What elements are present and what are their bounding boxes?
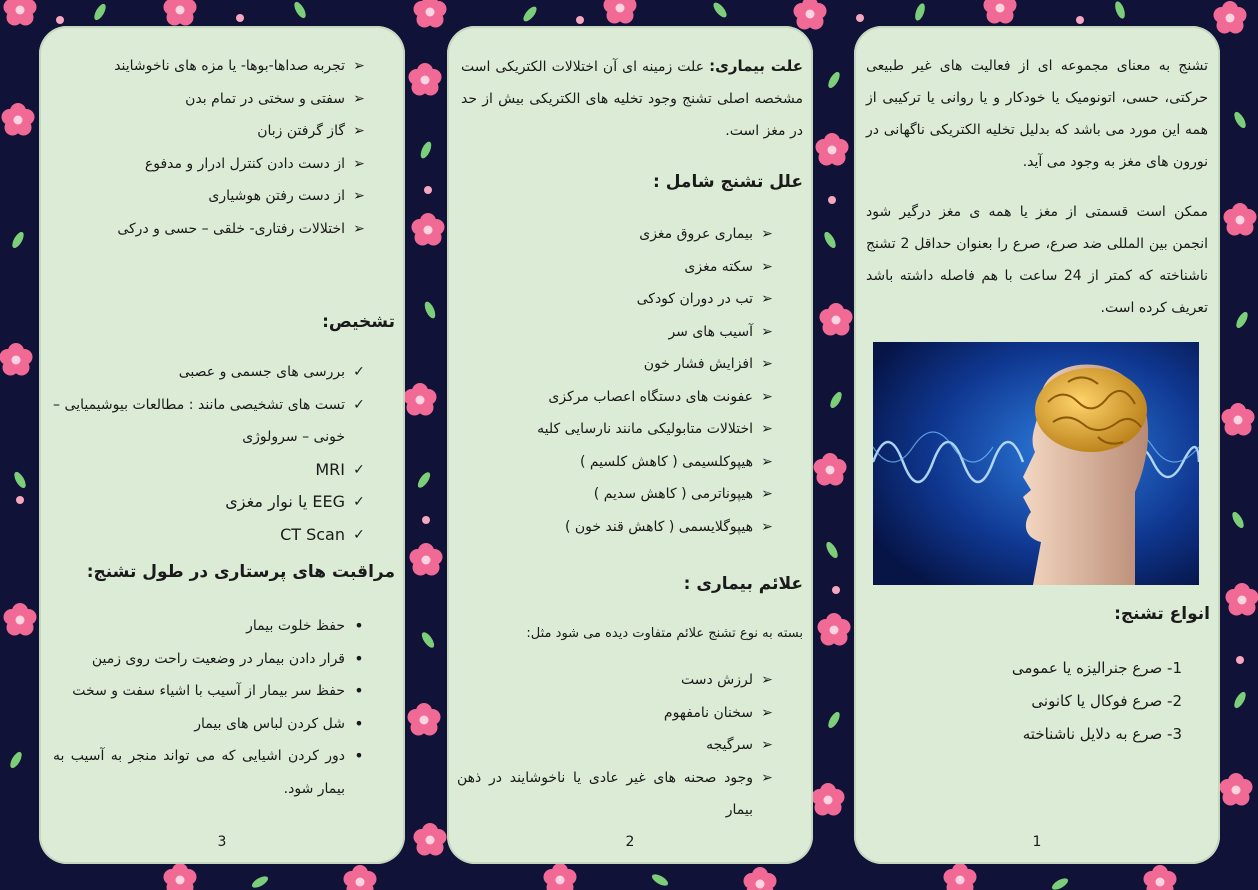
bullet-icon: •	[354, 681, 364, 700]
symptoms-list	[457, 664, 777, 827]
arrow-check-icon: ➢	[761, 486, 773, 502]
list-item: ➢ هیپوکلسیمی ( کاهش کلسیم )	[457, 446, 777, 479]
list-item: 3- صرع به دلایل ناشناخته	[1022, 725, 1182, 743]
list-item: ➢ عفونت های دستگاه اعصاب مرکزی	[457, 381, 777, 414]
page-one	[854, 26, 1220, 864]
arrow-check-icon: ➢	[761, 421, 773, 437]
list-item: ➢ از دست رفتن هوشیاری	[49, 180, 369, 213]
list-item: ➢ هیپوناترمی ( کاهش سدیم )	[457, 478, 777, 511]
list-item: ➢ وجود صحنه های غیر عادی یا ناخوشایند در ذهن بیمار	[457, 762, 777, 827]
arrow-check-icon: ➢	[761, 672, 773, 688]
arrow-check-icon: ➢	[353, 220, 365, 237]
care-heading: مراقبت های پرستاری در طول تشنج:	[86, 562, 395, 582]
intro-paragraph: تشنج به معنای مجموعه ای از فعالیت های غیر طبیعی حرکتی، حسی، اتونومیک یا خودکار و یا روانی یا ترکیبی از همه این مورد می باشد که بدلیل تخلیه الکتریکی ناگهانی در نورون های مغز به وجود می آید.	[866, 58, 1208, 170]
arrow-check-icon: ➢	[761, 226, 773, 242]
definition-paragraph: ممکن است قسمتی از مغز یا همه ی مغز درگیر شود انجمن بین المللی ضد صرع، صرع را بعنوان حداقل 2 تشنج ناشناخته که کمتر از 24 ساعت با هم فاصله داشته باشد تعریف کرده است.	[866, 204, 1208, 316]
list-item: ➢ بیماری عروق مغزی	[457, 218, 777, 251]
list-item: ➢ اختلالات رفتاری- خلقی – حسی و درکی	[49, 213, 369, 246]
seizure-types-list	[1012, 652, 1182, 751]
causes-heading: علل تشنج شامل :	[653, 172, 803, 192]
check-icon: ✓	[353, 396, 365, 413]
cause-label: علت بیماری:	[709, 57, 804, 75]
list-item: ➢ آسیب های سر	[457, 316, 777, 349]
arrow-check-icon: ➢	[761, 737, 773, 753]
list-item: ➢ لرزش دست	[457, 664, 777, 697]
list-item: ➢ از دست دادن کنترل ادرار و مدفوع	[49, 148, 369, 181]
arrow-check-icon: ➢	[353, 123, 365, 139]
list-item: • حفظ سر بیمار از آسیب با اشیاء سفت و سخت	[53, 675, 369, 708]
bullet-icon: •	[354, 713, 364, 733]
symptoms-intro: بسته به نوع تشنج علائم متفاوت دیده می شود مثل:	[526, 626, 803, 641]
list-item: • دور کردن اشیایی که می تواند منجر به آسیب به بیمار شود.	[53, 740, 369, 805]
brain-illustration	[873, 342, 1199, 585]
check-icon: ✓	[353, 526, 365, 543]
check-icon: ✓	[353, 494, 365, 510]
types-heading: انواع تشنج:	[1114, 604, 1210, 624]
page-three	[39, 26, 405, 864]
list-item: ➢ گاز گرفتن زبان	[49, 115, 369, 148]
list-item: ✓ MRI	[53, 454, 369, 487]
page-number: 2	[625, 834, 635, 850]
arrow-check-icon: ➢	[761, 518, 773, 535]
brain-icon	[873, 342, 1199, 585]
list-item: ➢ سخنان نامفهوم	[457, 697, 777, 730]
arrow-check-icon: ➢	[761, 388, 773, 405]
list-item: • حفظ خلوت بیمار	[53, 610, 369, 643]
arrow-check-icon: ➢	[353, 58, 365, 74]
bullet-icon: •	[354, 648, 364, 668]
causes-list	[457, 218, 777, 543]
list-item: ➢ تب در دوران کودکی	[457, 283, 777, 316]
arrow-check-icon: ➢	[761, 769, 773, 786]
arrow-check-icon: ➢	[761, 704, 773, 721]
more-symptoms-list	[49, 50, 369, 245]
list-item: ✓ CT Scan	[53, 519, 369, 552]
arrow-check-icon: ➢	[761, 258, 773, 275]
list-item: ✓ بررسی های جسمی و عصبی	[53, 356, 369, 389]
arrow-check-icon: ➢	[353, 155, 365, 172]
arrow-check-icon: ➢	[761, 291, 773, 307]
list-item: ✓ تست های تشخیصی مانند : مطالعات بیوشیمیایی – خونی – سرولوژی	[53, 389, 369, 454]
list-item: ➢ سرگیجه	[457, 729, 777, 762]
list-item: • قرار دادن بیمار در وضعیت راحت روی زمین	[53, 643, 369, 676]
arrow-check-icon: ➢	[761, 323, 773, 340]
list-item: • شل کردن لباس های بیمار	[53, 708, 369, 741]
list-item: ➢ افزایش فشار خون	[457, 348, 777, 381]
list-item: 2- صرع فوکال یا کانونی	[1031, 692, 1182, 710]
list-item: ✓ EEG یا نوار مغزی	[53, 486, 369, 519]
page-two	[447, 26, 813, 864]
list-item: ➢ اختلالات متابولیکی مانند نارسایی کلیه	[457, 413, 777, 446]
arrow-check-icon: ➢	[761, 356, 773, 372]
list-item: ➢ تجربه صداها-بوها- یا مزه های ناخوشایند	[49, 50, 369, 83]
bullet-icon: •	[354, 616, 364, 635]
cause-paragraph	[461, 50, 803, 147]
list-item: ➢ سفتی و سختی در تمام بدن	[49, 83, 369, 116]
diagnosis-heading: تشخیص:	[322, 312, 395, 332]
list-item: ➢ هیپوگلایسمی ( کاهش قند خون )	[457, 511, 777, 544]
bullet-icon: •	[354, 746, 364, 765]
arrow-check-icon: ➢	[353, 188, 365, 204]
check-icon: ✓	[353, 461, 365, 478]
cause-text: علت زمینه ای آن اختلالات الکتریکی است مشخصه اصلی تشنج وجود تخلیه های الکتریکی بیش از حد در مغز است.	[461, 59, 803, 139]
arrow-check-icon: ➢	[353, 90, 365, 107]
diagnosis-list	[53, 356, 369, 551]
list-item: 1- صرع جنرالیزه یا عمومی	[1011, 659, 1182, 677]
symptoms-heading: علائم بیماری :	[683, 574, 803, 594]
arrow-check-icon: ➢	[761, 453, 773, 470]
page-number: 3	[217, 834, 227, 850]
nursing-care-list	[53, 610, 369, 805]
page-number: 1	[1032, 834, 1042, 850]
check-icon: ✓	[353, 364, 365, 380]
list-item: ➢ سکته مغزی	[457, 251, 777, 284]
